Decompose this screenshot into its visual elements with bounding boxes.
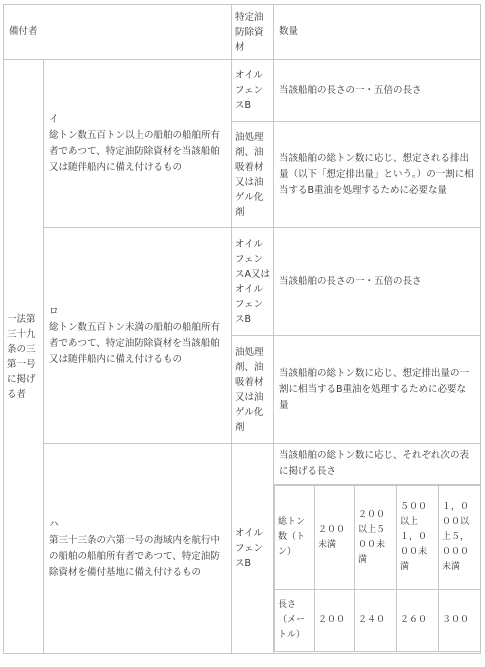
row-i-desc: 総トン数五百トン以上の船舶の船舶所有者であつて、特定油防除資材を当該船舶又は随伴船内に備え付けるもの xyxy=(49,129,221,173)
row-ro-qty-1: 当該船舶の長さの一・五倍の長さ xyxy=(274,228,481,336)
subtable-tonnage-cell: １，０００以上５，０００未満 xyxy=(439,486,481,590)
subtable-length-row xyxy=(275,590,481,652)
subtable-length-cell: ２４０ xyxy=(355,590,397,652)
regulation-table xyxy=(3,4,481,654)
row-i-title: イ xyxy=(49,113,59,125)
row-i-qty-1: 当該船舶の長さの一・五倍の長さ xyxy=(274,60,481,122)
subtable-tonnage-cell: ５００以上１，０００未満 xyxy=(397,486,439,590)
header-material: 特定油防除資材 xyxy=(232,5,274,60)
row-ro-title: ロ xyxy=(49,305,59,317)
subtable-tonnage-cell: ２００未満 xyxy=(315,486,355,590)
row-ha-title: ハ xyxy=(49,518,59,530)
row-ro-material-1: オイルフェンスA又はオイルフェンスB xyxy=(232,228,274,336)
header-quantity: 数量 xyxy=(274,5,481,60)
row-ro-material-2: 油処理剤、油吸着材又は油ゲル化剤 xyxy=(232,336,274,444)
subtable-tonnage-label: 総トン数（トン） xyxy=(275,486,315,590)
subtable-length-cell: ２６０ xyxy=(397,590,439,652)
subtable-length-cell: ３００ xyxy=(439,590,481,652)
row-ro-qty-2: 当該船舶の総トン数に応じ、想定排出量の一割に相当するB重油を処理するために必要な量 xyxy=(274,336,481,444)
header-installer: 備付者 xyxy=(4,5,232,60)
subtable-tonnage-cell: ２００以上５００未満 xyxy=(355,486,397,590)
row-ro-desc: 総トン数五百トン未満の船舶の船舶所有者であつて、特定油防除資材を当該船舶又は随伴船内に備え付けるもの xyxy=(49,321,221,365)
row-i-desc-cell xyxy=(44,60,232,228)
row-ha-material: オイルフェンスB xyxy=(232,444,274,654)
row-i-material-2: 油処理剤、油吸着材又は油ゲル化剤 xyxy=(232,122,274,228)
row-ha xyxy=(4,444,481,654)
subtable-tonnage-row xyxy=(275,486,481,590)
row-i-material1 xyxy=(4,60,481,122)
row-ha-qty-cell xyxy=(274,444,481,654)
group-label: 一法第三十九条の三第一号に掲げる者 xyxy=(4,60,44,654)
subtable-length-label: 長さ（メートル） xyxy=(275,590,315,652)
row-ha-desc-cell xyxy=(44,444,232,654)
row-ha-desc: 第三十三条の六第一号の海域内を航行中の船舶の船舶所有者であつて、特定油防除資材を備付基地に備え付けるもの xyxy=(49,534,221,578)
row-ro-desc-cell xyxy=(44,228,232,444)
header-row xyxy=(4,5,481,60)
row-i-qty-2: 当該船舶の総トン数に応じ、想定される排出量（以下「想定排出量」という。）の一割に相当するB重油を処理するために必要な量 xyxy=(274,122,481,228)
row-i-material-1: オイルフェンスB xyxy=(232,60,274,122)
row-ha-qty-intro: 当該船舶の総トン数に応じ、それぞれ次の表に掲げる長さ xyxy=(274,444,480,485)
row-ro-material1 xyxy=(4,228,481,336)
subtable-length-cell: ２００ xyxy=(315,590,355,652)
tonnage-subtable xyxy=(274,485,481,652)
